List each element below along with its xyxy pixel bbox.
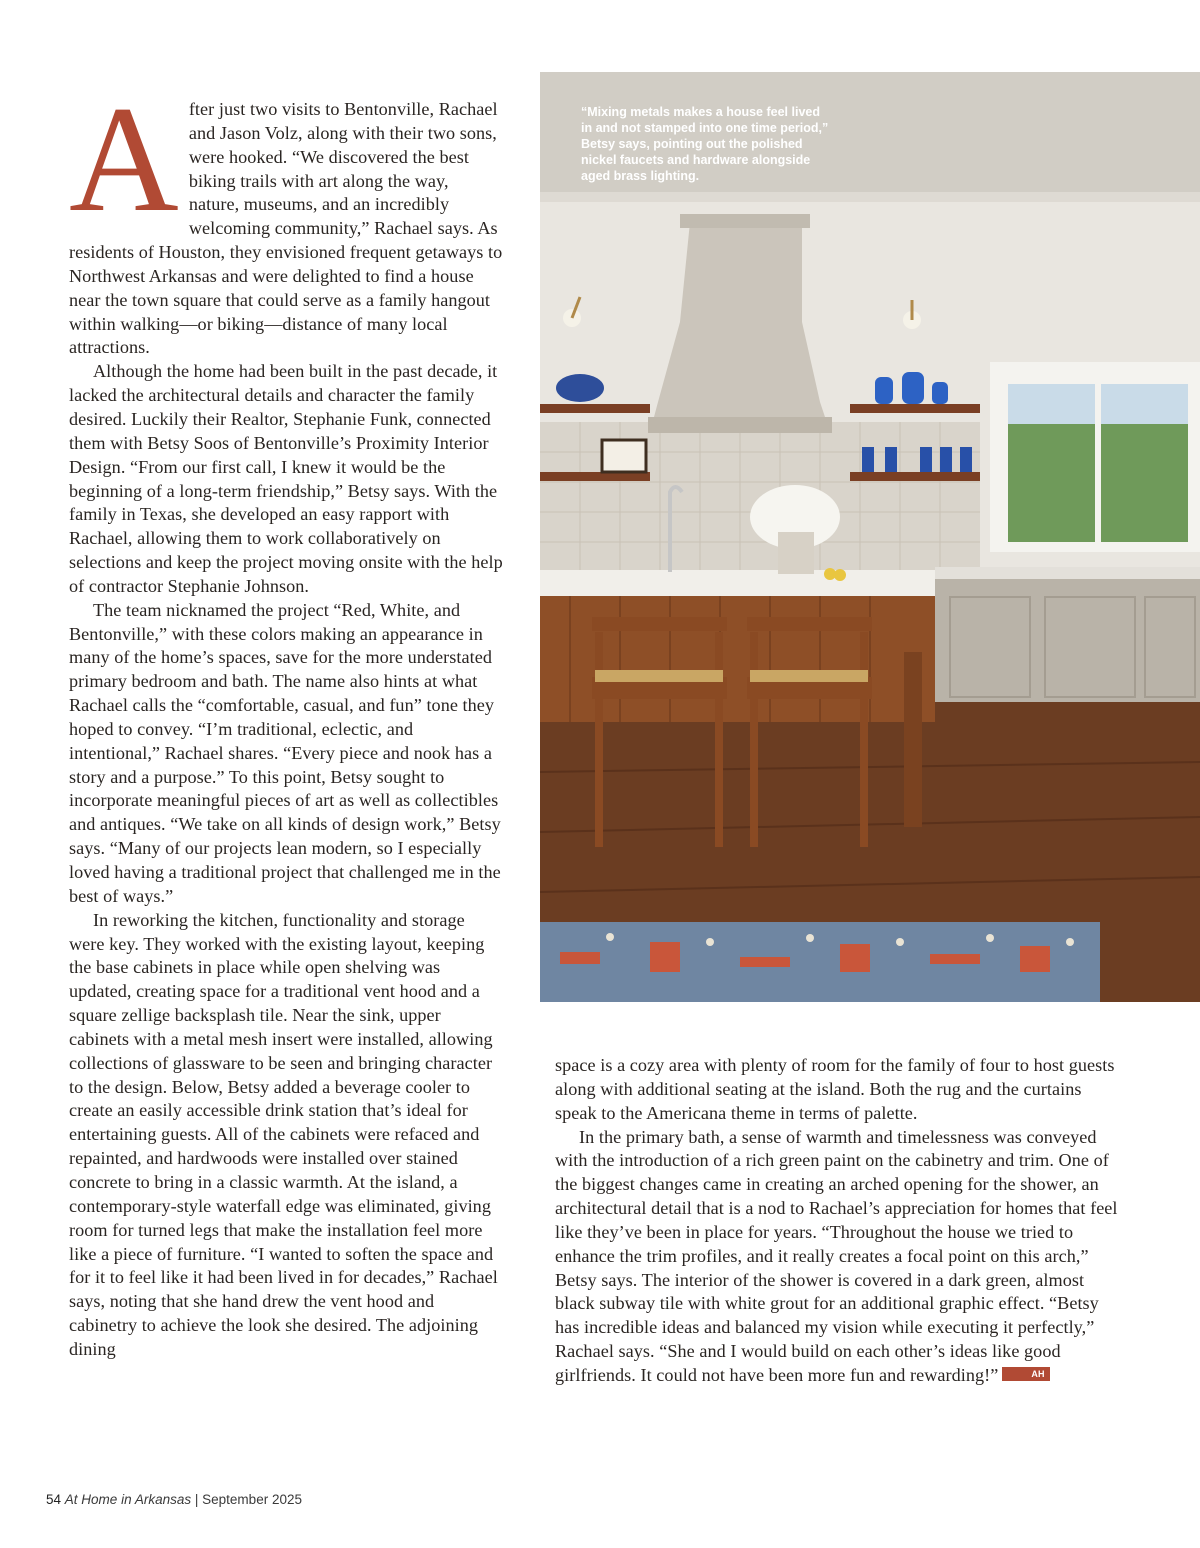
page-footer <box>46 1492 302 1507</box>
drop-cap: A <box>69 75 179 243</box>
kitchen-photo <box>540 72 1200 1002</box>
page-number: 54 <box>46 1492 62 1507</box>
article-paragraph-4: In reworking the kitchen, functionality and storage were key. They worked with the existing layout, keeping the base cabinets in place while open shelving was updated, creating space for a traditional vent hood and a square zellige backsplash tile. Near the sink, upper cabinets with a metal mesh insert were installed, allowing collections of glassware to be seen and bringing character to the design. Below, Betsy added a beverage cooler to create an easily accessible drink station that’s ideal for entertaining guests. All of the cabinets were refaced and repainted, and hardwoods were installed over stained concrete to bring in a classic warmth. At the island, a contemporary-style waterfall edge was eliminated, giving room for turned legs that make the installation feel more like a piece of furniture. “I wanted to soften the space and for it to feel like it had been lived in for decades,” Rachael says, noting that she hand drew the vent hood and cabinetry to achieve the look she desired. The adjoining dining <box>69 909 498 1359</box>
left-column <box>69 75 503 1362</box>
article-paragraph-1 <box>69 75 503 360</box>
article-paragraph-5: space is a cozy area with plenty of room for the family of four to host guests along with additional seating at the island. Both the rug and the curtains speak to the Americana theme in terms of palette. <box>555 1055 1115 1123</box>
footer-separator: | <box>194 1492 199 1507</box>
issue-date: September 2025 <box>202 1492 302 1507</box>
magazine-title: At Home in Arkansas <box>64 1492 192 1507</box>
end-mark-badge: AH <box>1002 1367 1049 1381</box>
article-paragraph-6 <box>555 1126 1122 1388</box>
paragraph-text: fter just two visits to Bentonville, Rachael and Jason Volz, along with their two sons, were hooked. “We discovered the best biking trails with art along the way, nature, museums, and an incredibly welcoming community,” Rachael says. As residents of Houston, they envisioned frequent getaways to Northwest Arkansas and were delighted to find a house near the town square that could serve as a family hangout within walking—or biking—distance of many local attractions. <box>69 99 503 358</box>
photo-caption: “Mixing metals makes a house feel lived in and not stamped into one time period,” Betsy says, pointing out the polished nickel faucets and hardware alongside aged brass lighting. <box>581 105 829 183</box>
article-paragraph-3: The team nicknamed the project “Red, White, and Bentonville,” with these colors making an appearance in many of the home’s spaces, save for the more understated primary bedroom and bath. The name also hints at what Rachael calls the “comfortable, casual, and fun” tone they hoped to convey. “I’m traditional, eclectic, and intentional,” Rachael shares. “Every piece and nook has a story and a purpose.” To this point, Betsy sought to incorporate meaningful pieces of art as well as collectibles and antiques. “We take on all kinds of design work,” Betsy says. “Many of our projects lean modern, so I especially loved having a traditional project that challenged me in the best of ways.” <box>69 599 501 906</box>
paragraph-text: In the primary bath, a sense of warmth and timelessness was conveyed with the introduction of a rich green paint on the cabinetry and trim. One of the biggest changes came in creating an arched opening for the shower, an architectural detail that is a nod to Rachael’s appreciation for homes that feel like they’ve been in place for years. “Throughout the house we tried to enhance the trim profiles, and it really creates a focal point on this arch,” Betsy says. The interior of the shower is covered in a dark green, almost black subway tile with white grout for an additional graphic effect. “Betsy has incredible ideas and balanced my vision while executing it perfectly,” Rachael says. “She and I would build on each other’s ideas like good girlfriends. It could not have been more fun and rewarding!” <box>555 1126 1118 1385</box>
article-paragraph-2: Although the home had been built in the past decade, it lacked the architectural details and character the family desired. Luckily their Realtor, Stephanie Funk, connected them with Betsy Soos of Bentonville’s Proximity Interior Design. “From our first call, I knew it would be the beginning of a long-term friendship,” Betsy says. With the family in Texas, she developed an easy rapport with Rachael, allowing them to work collaboratively on selections and keep the project moving onsite with the help of contractor Stephanie Johnson. <box>69 361 503 596</box>
kitchen-illustration <box>540 72 1200 1002</box>
right-column <box>555 1054 1122 1388</box>
